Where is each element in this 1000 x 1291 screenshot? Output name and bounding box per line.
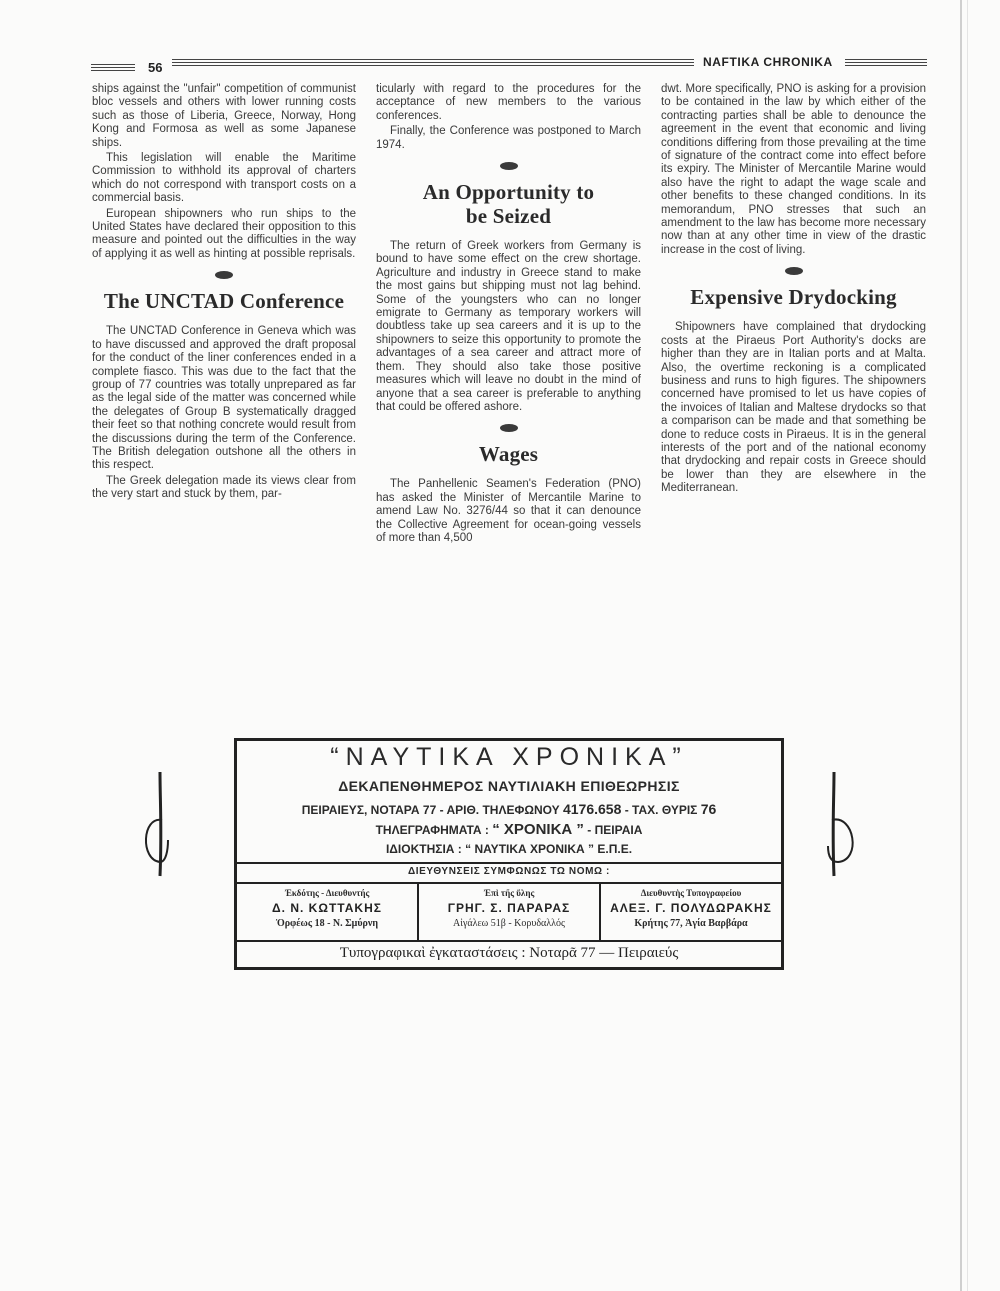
page-fold-line (960, 0, 962, 1291)
paragraph: The return of Greek workers from Germany is bound to have some effect on the crew shortage. Agriculture and industry in Greece stand to make the most gains but shipping must not lag behind. Some of the youngsters who can no longer emigrate to Germany as temporary workers will doubtless take up sea careers and it is up to the shipowners to seize this opportunity to promote the advantages of a sea career and attract more of them. They should also take those positive measures which will leave no doubt in the mind of anyone that a sea career is preferable to anything that could be offered ashore. (376, 240, 641, 413)
directors-row (237, 884, 781, 940)
pobox-prefix: - ΤΑΧ. ΘΥΡΙΣ (624, 803, 698, 817)
heading-expensive-drydocking: Expensive Drydocking (690, 285, 897, 310)
page-fold-line-secondary (967, 0, 968, 1291)
director-name: Δ. Ν. ΚΩΤΤΑΚΗΣ (272, 901, 382, 915)
page-number: 56 (148, 60, 163, 75)
address-prefix: ΠΕΙΡΑΙΕΥΣ, ΝΟΤΑΡΑ 77 - ΑΡΙΘ. ΤΗΛΕΦΩΝΟΥ (301, 803, 560, 817)
paragraph: dwt. More specifically, PNO is asking for a provision to be contained in the law by which either of the contracting parties shall be able to denounce the agreement in the event that economic and living conditions differing from those prevailing at the time of signature of the contract come into effect before its expiry. The Minister of Mercantile Marine would also have the right to adapt the wage scale and other benefits to these changed conditions. In its memorandum, PNO stresses that such an amendment to the law has become more necessary now than at any other time in view of the drastic increase in the cost of living. (661, 83, 926, 256)
director-role: Διευθυντὴς Τυπογραφείου (640, 888, 742, 898)
director-address: Ὀρφέως 18 - Ν. Σμύρνη (275, 918, 379, 929)
article-column-3 (661, 83, 926, 498)
masthead-subtitle: ΔΕΚΑΠΕΝΘΗΜΕΡΟΣ ΝΑΥΤΙΛΙΑΚΗ ΕΠΙΘΕΩΡΗΣΙΣ (338, 778, 680, 794)
paragraph: The Greek delegation made its views clear from the very start and stuck by them, par- (92, 474, 356, 501)
heading-unctad-conference: The UNCTAD Conference (103, 289, 345, 314)
masthead-ownership: ΙΔΙΟΚΤΗΣΙΑ : “ ΝΑΥΤΙΚΑ ΧΡΟΝΙΚΑ ” Ε.Π.Ε. (385, 842, 633, 856)
director-cell (237, 884, 419, 940)
director-role: Ἐπὶ τῆς ὕλης (483, 888, 535, 898)
masthead-box (234, 738, 784, 970)
paragraph: European shipowners who run ships to the United States have declared their opposition to this measure and pointed out the difficulties in the way of applying it as well as hinting at possible reprisals. (92, 207, 356, 260)
paragraph: Finally, the Conference was postponed to March 1974. (376, 125, 641, 151)
section-divider-dot (785, 267, 803, 275)
header-left-rules (91, 64, 135, 73)
ornament-left-icon (138, 770, 178, 878)
directors-heading: ΔΙΕΥΘΥΝΣΕΙΣ ΣΥΜΦΩΝΩΣ ΤΩ ΝΟΜΩ : (408, 866, 610, 877)
heading-wages: Wages (478, 442, 539, 467)
publication-title: NAFTIKA CHRONIKA (703, 55, 833, 69)
telegram-address: “ ΧΡΟΝΙΚΑ ” (492, 821, 584, 838)
director-role: Ἐκδότης - Διευθυντής (284, 888, 370, 898)
director-name: ΑΛΕΞ. Γ. ΠΟΛΥΔΩΡΑΚΗΣ (610, 901, 772, 915)
masthead-telegram (237, 821, 781, 838)
paragraph: ticularly with regard to the procedures for the acceptance of new members to the various conferences. (376, 83, 641, 122)
paragraph: Shipowners have complained that drydocking costs at the Piraeus Port Authority's docks are higher than they are in Italian ports and at Malta. Also, the overtime reckoning is a complicated business and runs to high figures. The shipowners concerned have promised to let us have copies of the invoices of Italian and Maltese drydocks so that a comparison can be made and that something be done to reduce costs in Piraeus. It is in the general interests of the port and of the national economy that drydocking and repair costs in Greece should be lower than they are elsewhere in the Mediterranean. (661, 321, 926, 495)
paragraph: The UNCTAD Conference in Geneva which was to have discussed and approved the draft proposal for the conduct of the liner conferences ended in a complete fiasco. This was due to the fact that the group of 77 countries was totally unprepared as far as the legal side of the matter was concerned while the delegates of Group B systematically dragged their feet so that nothing concrete would result from the discussions during the term of the Conference. The British delegation outshone all the others in this respect. (92, 325, 356, 472)
header-right-rules (845, 59, 927, 68)
header-middle-rules (172, 59, 694, 68)
article-column-2 (376, 83, 641, 547)
telegram-suffix: - ΠΕΙΡΑΙΑ (587, 823, 643, 837)
section-divider-dot (215, 271, 233, 279)
divider (237, 940, 781, 942)
pobox-number: 76 (700, 801, 717, 817)
paragraph: The Panhellenic Seamen's Federation (PNO) has asked the Minister of Mercantile Marine to amend Law No. 3276/44 so that it can denounce the Collective Agreement for ocean-going vessels of more than 4,500 (376, 478, 641, 544)
masthead-address (237, 801, 781, 817)
section-divider-dot (500, 162, 518, 170)
director-address: Αἰγάλεω 51β - Κορυδαλλός (453, 918, 565, 929)
phone-number: 4176.658 (562, 801, 622, 817)
section-divider-dot (500, 424, 518, 432)
masthead-title: “ΝΑΥΤΙΚΑ ΧΡΟΝΙΚΑ” (330, 743, 688, 771)
heading-an-opportunity: An Opportunity to be Seized (422, 180, 595, 229)
printing-address: Τυπογραφικαὶ ἐγκαταστάσεις : Νοταρᾶ 77 — Πειραιεύς (339, 945, 679, 961)
director-cell (601, 884, 781, 940)
director-cell (419, 884, 601, 940)
ornament-right-icon (818, 770, 868, 878)
article-column-1 (92, 83, 356, 504)
paragraph: This legislation will enable the Maritime Commission to withhold its approval of charters which do not correspond with transport costs on a commercial basis. (92, 152, 356, 205)
telegram-prefix: ΤΗΛΕΓΡΑΦΗΜΑΤΑ : (375, 823, 489, 837)
divider (237, 862, 781, 864)
director-address: Κρήτης 77, Ἁγία Βαρβάρα (634, 918, 748, 929)
director-name: ΓΡΗΓ. Σ. ΠΑΡΑΡΑΣ (447, 901, 571, 915)
paragraph: ships against the "unfair" competition of communist bloc vessels and others with lower running costs such as those of Liberia, Greece, Norway, Hong Kong and Formosa as well as some Japanese ships. (92, 83, 356, 149)
